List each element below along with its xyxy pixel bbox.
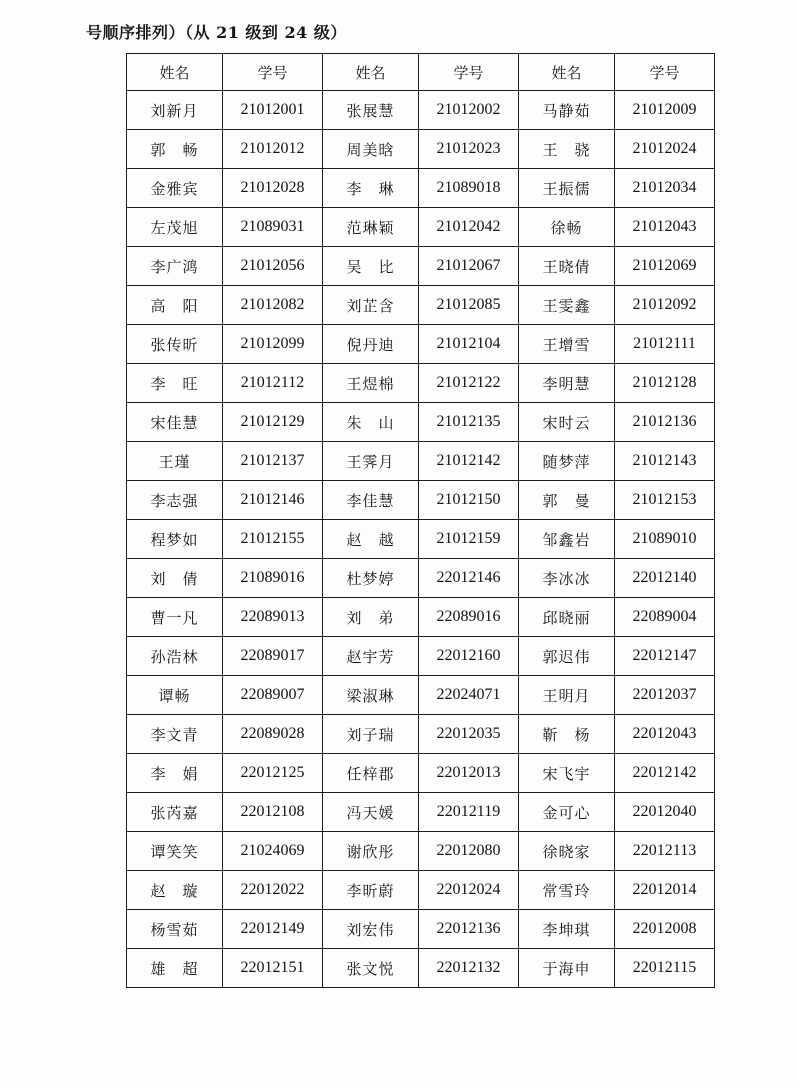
student-id-cell: 21012024 <box>615 130 715 169</box>
student-name-cell: 王晓倩 <box>519 247 615 286</box>
student-id-cell: 21012092 <box>615 286 715 325</box>
student-name-cell: 雄 超 <box>127 949 223 988</box>
student-name-cell: 宋飞宇 <box>519 754 615 793</box>
student-name-cell: 马静茹 <box>519 91 615 130</box>
student-id-cell: 21012085 <box>419 286 519 325</box>
student-name-cell: 郭迟伟 <box>519 637 615 676</box>
student-id-cell: 22089028 <box>223 715 323 754</box>
student-id-cell: 21012129 <box>223 403 323 442</box>
student-id-cell: 21012082 <box>223 286 323 325</box>
student-id-cell: 21012067 <box>419 247 519 286</box>
table-row <box>127 637 715 676</box>
student-id-cell: 21012028 <box>223 169 323 208</box>
student-id-cell: 22012146 <box>419 559 519 598</box>
student-name-cell: 李明慧 <box>519 364 615 403</box>
student-id-cell: 22012125 <box>223 754 323 793</box>
student-id-cell: 22012013 <box>419 754 519 793</box>
student-id-cell: 22012147 <box>615 637 715 676</box>
student-name-cell: 王雯鑫 <box>519 286 615 325</box>
student-name-cell: 吴 比 <box>323 247 419 286</box>
student-id-cell: 21012153 <box>615 481 715 520</box>
student-name-cell: 范琳颖 <box>323 208 419 247</box>
student-id-cell: 22012040 <box>615 793 715 832</box>
student-name-cell: 郭 曼 <box>519 481 615 520</box>
student-name-cell: 张展慧 <box>323 91 419 130</box>
table-header-row <box>127 54 715 91</box>
student-id-cell: 22012132 <box>419 949 519 988</box>
student-name-cell: 李志强 <box>127 481 223 520</box>
student-name-cell: 李文青 <box>127 715 223 754</box>
student-id-cell: 21012142 <box>419 442 519 481</box>
student-name-cell: 张芮嘉 <box>127 793 223 832</box>
student-name-cell: 常雪玲 <box>519 871 615 910</box>
student-id-cell: 22089004 <box>615 598 715 637</box>
student-name-cell: 周美晗 <box>323 130 419 169</box>
student-id-cell: 21012104 <box>419 325 519 364</box>
student-name-cell: 李佳慧 <box>323 481 419 520</box>
table-row <box>127 715 715 754</box>
student-id-cell: 21089018 <box>419 169 519 208</box>
student-name-cell: 冯天媛 <box>323 793 419 832</box>
table-row <box>127 403 715 442</box>
student-name-cell: 程梦如 <box>127 520 223 559</box>
table-row <box>127 169 715 208</box>
student-id-cell: 22012024 <box>419 871 519 910</box>
student-id-cell: 21089016 <box>223 559 323 598</box>
student-id-cell: 21012112 <box>223 364 323 403</box>
table-row <box>127 481 715 520</box>
student-id-cell: 22012014 <box>615 871 715 910</box>
student-name-cell: 王明月 <box>519 676 615 715</box>
student-name-cell: 倪丹迪 <box>323 325 419 364</box>
student-name-cell: 金可心 <box>519 793 615 832</box>
student-id-cell: 22012115 <box>615 949 715 988</box>
student-name-cell: 徐畅 <box>519 208 615 247</box>
student-name-cell: 刘子瑞 <box>323 715 419 754</box>
student-name-cell: 赵宇芳 <box>323 637 419 676</box>
table-body <box>127 91 715 988</box>
student-name-cell: 梁淑琳 <box>323 676 419 715</box>
student-name-cell: 李 娟 <box>127 754 223 793</box>
student-name-cell: 张文悦 <box>323 949 419 988</box>
student-roster-table <box>126 53 715 988</box>
student-id-cell: 21012143 <box>615 442 715 481</box>
student-id-cell: 22012080 <box>419 832 519 871</box>
table-row <box>127 949 715 988</box>
header-name: 姓名 <box>519 54 615 91</box>
student-id-cell: 22012043 <box>615 715 715 754</box>
student-id-cell: 22012022 <box>223 871 323 910</box>
table-row <box>127 598 715 637</box>
student-name-cell: 赵 越 <box>323 520 419 559</box>
student-id-cell: 22012142 <box>615 754 715 793</box>
student-name-cell: 杨雪茹 <box>127 910 223 949</box>
student-id-cell: 22012035 <box>419 715 519 754</box>
student-id-cell: 22012160 <box>419 637 519 676</box>
student-name-cell: 李昕蔚 <box>323 871 419 910</box>
student-name-cell: 李 旺 <box>127 364 223 403</box>
student-id-cell: 22012149 <box>223 910 323 949</box>
student-name-cell: 李冰冰 <box>519 559 615 598</box>
student-name-cell: 刘 倩 <box>127 559 223 598</box>
student-id-cell: 21012009 <box>615 91 715 130</box>
table-row <box>127 442 715 481</box>
student-name-cell: 靳 杨 <box>519 715 615 754</box>
student-name-cell: 李 琳 <box>323 169 419 208</box>
student-name-cell: 赵 璇 <box>127 871 223 910</box>
header-student-id: 学号 <box>223 54 323 91</box>
student-id-cell: 21012122 <box>419 364 519 403</box>
student-id-cell: 22012119 <box>419 793 519 832</box>
table-row <box>127 910 715 949</box>
student-id-cell: 21012056 <box>223 247 323 286</box>
student-name-cell: 王振儒 <box>519 169 615 208</box>
student-name-cell: 宋佳慧 <box>127 403 223 442</box>
table-row <box>127 871 715 910</box>
table-row <box>127 676 715 715</box>
student-id-cell: 22089016 <box>419 598 519 637</box>
student-id-cell: 21012136 <box>615 403 715 442</box>
student-id-cell: 21012023 <box>419 130 519 169</box>
student-name-cell: 邹鑫岩 <box>519 520 615 559</box>
student-id-cell: 21012128 <box>615 364 715 403</box>
table-row <box>127 91 715 130</box>
table-row <box>127 754 715 793</box>
student-name-cell: 刘芷含 <box>323 286 419 325</box>
header-student-id: 学号 <box>615 54 715 91</box>
student-name-cell: 谭笑笑 <box>127 832 223 871</box>
student-id-cell: 21012155 <box>223 520 323 559</box>
header-name: 姓名 <box>127 54 223 91</box>
student-name-cell: 谢欣彤 <box>323 832 419 871</box>
student-id-cell: 21012001 <box>223 91 323 130</box>
student-id-cell: 21012111 <box>615 325 715 364</box>
student-name-cell: 王 骁 <box>519 130 615 169</box>
header-student-id: 学号 <box>419 54 519 91</box>
student-name-cell: 李广鸿 <box>127 247 223 286</box>
student-name-cell: 随梦萍 <box>519 442 615 481</box>
student-name-cell: 金雅宾 <box>127 169 223 208</box>
student-name-cell: 邱晓丽 <box>519 598 615 637</box>
student-id-cell: 21012135 <box>419 403 519 442</box>
student-name-cell: 杜梦婷 <box>323 559 419 598</box>
student-name-cell: 左茂旭 <box>127 208 223 247</box>
student-name-cell: 王瑾 <box>127 442 223 481</box>
table-row <box>127 520 715 559</box>
table-row <box>127 208 715 247</box>
student-name-cell: 曹一凡 <box>127 598 223 637</box>
student-name-cell: 王增雪 <box>519 325 615 364</box>
student-name-cell: 张传昕 <box>127 325 223 364</box>
student-name-cell: 刘新月 <box>127 91 223 130</box>
student-id-cell: 21012043 <box>615 208 715 247</box>
student-id-cell: 22012008 <box>615 910 715 949</box>
table-row <box>127 325 715 364</box>
student-id-cell: 21012034 <box>615 169 715 208</box>
table-row <box>127 832 715 871</box>
student-name-cell: 刘 弟 <box>323 598 419 637</box>
student-id-cell: 22089007 <box>223 676 323 715</box>
student-name-cell: 朱 山 <box>323 403 419 442</box>
student-id-cell: 21012002 <box>419 91 519 130</box>
student-name-cell: 于海申 <box>519 949 615 988</box>
header-name: 姓名 <box>323 54 419 91</box>
student-id-cell: 22012136 <box>419 910 519 949</box>
student-id-cell: 21012137 <box>223 442 323 481</box>
student-id-cell: 22089017 <box>223 637 323 676</box>
student-name-cell: 谭畅 <box>127 676 223 715</box>
student-id-cell: 21089010 <box>615 520 715 559</box>
student-id-cell: 21012159 <box>419 520 519 559</box>
student-name-cell: 李坤琪 <box>519 910 615 949</box>
table-row <box>127 559 715 598</box>
student-id-cell: 22012037 <box>615 676 715 715</box>
page-heading: 号顺序排列）（从 21 级到 24 级） <box>86 23 347 42</box>
student-name-cell: 王霁月 <box>323 442 419 481</box>
student-id-cell: 21024069 <box>223 832 323 871</box>
student-id-cell: 21012146 <box>223 481 323 520</box>
student-name-cell: 王煜棉 <box>323 364 419 403</box>
table-row <box>127 247 715 286</box>
student-id-cell: 21012012 <box>223 130 323 169</box>
student-id-cell: 21012069 <box>615 247 715 286</box>
student-id-cell: 21012042 <box>419 208 519 247</box>
student-id-cell: 21012099 <box>223 325 323 364</box>
student-id-cell: 22024071 <box>419 676 519 715</box>
table-row <box>127 286 715 325</box>
student-name-cell: 徐晓家 <box>519 832 615 871</box>
table-row <box>127 364 715 403</box>
student-id-cell: 22012151 <box>223 949 323 988</box>
student-id-cell: 22012113 <box>615 832 715 871</box>
student-id-cell: 21012150 <box>419 481 519 520</box>
table-row <box>127 793 715 832</box>
student-id-cell: 22089013 <box>223 598 323 637</box>
student-id-cell: 21089031 <box>223 208 323 247</box>
student-name-cell: 孙浩林 <box>127 637 223 676</box>
table-row <box>127 130 715 169</box>
student-name-cell: 任梓郡 <box>323 754 419 793</box>
student-name-cell: 高 阳 <box>127 286 223 325</box>
student-name-cell: 刘宏伟 <box>323 910 419 949</box>
student-id-cell: 22012140 <box>615 559 715 598</box>
student-id-cell: 22012108 <box>223 793 323 832</box>
student-name-cell: 宋时云 <box>519 403 615 442</box>
student-name-cell: 郭 畅 <box>127 130 223 169</box>
